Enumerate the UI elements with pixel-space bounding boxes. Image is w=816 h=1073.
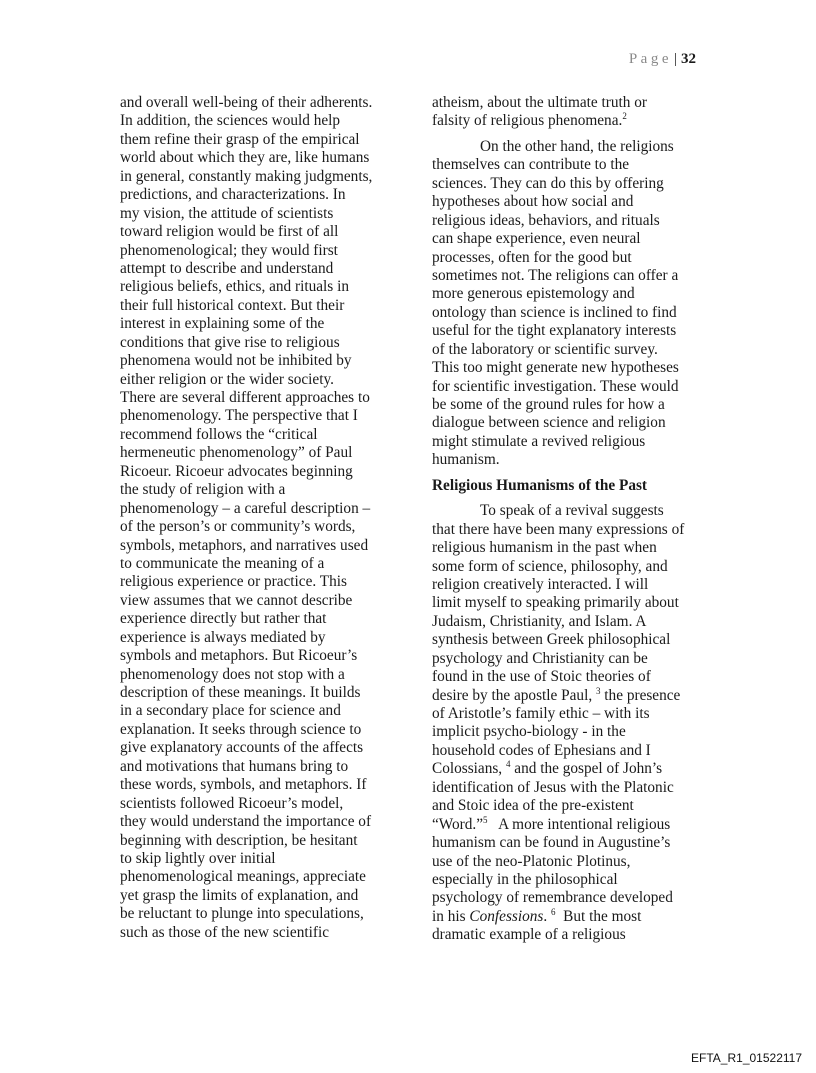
text-fragment: . — [543, 907, 552, 925]
text-line: humanism. — [432, 451, 500, 469]
book-title-confessions: Confessions — [469, 907, 544, 925]
text-line: phenomena would not be inhibited by — [120, 352, 352, 370]
text-line: Ricoeur. Ricoeur advocates beginning — [120, 462, 353, 480]
text-line: interest in explaining some of the — [120, 315, 325, 333]
text-line: Judaism, Christianity, and Islam. A — [432, 612, 647, 630]
paragraph-religious-humanisms — [432, 502, 722, 945]
footnote-ref-5[interactable]: 5 — [483, 814, 488, 825]
text-line: phenomenology does not stop with a — [120, 665, 345, 683]
text-line: they would understand the importance of — [120, 813, 372, 831]
text-line: There are several different approaches to — [120, 389, 370, 406]
text-line: humanism can be found in Augustine’s — [432, 834, 671, 852]
text-line: symbols and metaphors. But Ricoeur’s — [120, 647, 358, 665]
text-line: these words, symbols, and metaphors. If — [120, 776, 367, 794]
text-line: sometimes not. The religions can offer a — [432, 266, 679, 284]
text-line: religious beliefs, ethics, and rituals in — [120, 278, 349, 296]
text-line — [432, 908, 722, 926]
text-line: This too might generate new hypotheses — [432, 359, 679, 377]
text-line: them refine their grasp of the empirical — [120, 130, 360, 148]
text-line: of Aristotle’s family ethic – with its — [432, 705, 650, 722]
text-line: dramatic example of a religious — [432, 926, 626, 944]
text-line: such as those of the new scientific — [120, 923, 329, 941]
page-number: 32 — [681, 51, 696, 67]
text-fragment: But the most — [555, 907, 642, 925]
text-line: might stimulate a revived religious — [432, 432, 646, 450]
text-fragment: desire by the apostle Paul, — [432, 686, 596, 704]
text-line: for scientific investigation. These would — [432, 377, 679, 395]
text-fragment: A more intentional religious — [487, 815, 671, 833]
text-line: found in the use of Stoic theories of — [432, 668, 651, 686]
paragraph-continuation — [432, 94, 722, 131]
text-line: themselves can contribute to the — [432, 156, 630, 174]
text-line: synthesis between Greek philosophical — [432, 631, 671, 649]
text-line: my vision, the attitude of scientists — [120, 204, 334, 222]
text-line: phenomenology. The perspective that I — [120, 407, 358, 425]
text-line: that there have been many expressions of — [432, 520, 685, 538]
text-line: identification of Jesus with the Platonic — [432, 778, 674, 796]
footnote-ref-2[interactable]: 2 — [622, 111, 627, 122]
text-line: experience is always mediated by — [120, 628, 326, 646]
paragraph-religions-contribute — [432, 138, 722, 470]
text-fragment: “Word.” — [432, 815, 484, 833]
text-line: psychology and Christianity can be — [432, 649, 648, 667]
text-line: religion creatively interacted. I will — [432, 575, 649, 593]
text-line: conditions that give rise to religious — [120, 333, 340, 351]
page-header — [629, 51, 696, 67]
text-line: view assumes that we cannot describe — [120, 591, 353, 609]
text-line: and Stoic idea of the pre-existent — [432, 797, 634, 815]
text-line: sciences. They can do this by offering — [432, 174, 664, 192]
text-line: toward religion would be first of all — [120, 223, 339, 241]
text-line: use of the neo-Platonic Plotinus, — [432, 852, 631, 870]
text-line: symbols, metaphors, and narratives used — [120, 536, 369, 554]
text-fragment: falsity of religious phenomena. — [432, 112, 623, 130]
text-line: of the laboratory or scientific survey. — [432, 340, 658, 358]
text-line — [432, 112, 722, 130]
text-line: phenomenological meanings, appreciate — [120, 868, 366, 886]
text-line: useful for the tight explanatory interests — [432, 322, 677, 340]
text-line: explanation. It seeks through science to — [120, 720, 362, 738]
text-line: atheism, about the ultimate truth or — [432, 94, 647, 111]
text-line — [432, 687, 722, 705]
text-line: hypotheses about how social and — [432, 193, 634, 211]
text-line: phenomenology – a careful description – — [120, 499, 371, 517]
text-line: experience directly but rather that — [120, 610, 327, 628]
text-fragment: the presence — [600, 686, 681, 704]
text-line: world about which they are, like humans — [120, 149, 370, 167]
text-line: On the other hand, the religions — [480, 137, 674, 155]
page-separator: | — [673, 51, 677, 67]
text-line: either religion or the wider society. — [120, 370, 334, 388]
text-line: be some of the ground rules for how a — [432, 396, 665, 413]
text-fragment: and the gospel of John’s — [510, 760, 663, 778]
text-line: in general, constantly making judgments, — [120, 167, 373, 185]
text-line: of the person’s or community’s words, — [120, 518, 356, 536]
text-line: beginning with description, be hesitant — [120, 831, 358, 849]
footnote-ref-3[interactable]: 3 — [595, 685, 601, 696]
text-line: religious experience or practice. This — [120, 573, 347, 591]
text-line: phenomenological; they would first — [120, 241, 338, 259]
text-line: in a secondary place for science and — [120, 702, 341, 720]
text-line: scientists followed Ricoeur’s model, — [120, 794, 344, 812]
text-line: to communicate the meaning of a — [120, 554, 325, 572]
text-line: psychology of remembrance developed — [432, 889, 673, 907]
left-column — [120, 94, 410, 942]
text-line: can shape experience, even neural — [432, 230, 641, 248]
text-line — [432, 816, 722, 834]
right-column — [432, 94, 722, 945]
text-line: be reluctant to plunge into speculations, — [120, 905, 364, 923]
text-fragment: Colossians, — [432, 760, 506, 778]
text-line: predictions, and characterizations. In — [120, 186, 346, 204]
text-line: ontology than science is inclined to find — [432, 303, 677, 321]
text-line: religious ideas, behaviors, and rituals — [432, 211, 660, 229]
text-line: their full historical context. But their — [120, 296, 345, 314]
text-line: To speak of a revival suggests — [480, 502, 664, 520]
text-line: give explanatory accounts of the affects — [120, 739, 364, 757]
text-line: to skip lightly over initial — [120, 849, 276, 867]
text-line: processes, often for the good but — [432, 248, 632, 266]
text-line: some form of science, philosophy, and — [432, 557, 668, 575]
text-line: the study of religion with a — [120, 481, 286, 499]
text-line: more generous epistemology and — [432, 285, 635, 303]
text-line: In addition, the sciences would help — [120, 112, 341, 130]
section-heading: Religious Humanisms of the Past — [432, 476, 648, 494]
text-line — [432, 760, 722, 778]
page-label: Page — [628, 51, 672, 67]
text-line: household codes of Ephesians and I — [432, 741, 651, 759]
text-fragment: in his — [432, 907, 470, 925]
footnote-ref-4[interactable]: 4 — [505, 759, 511, 770]
text-line: limit myself to speaking primarily about — [432, 594, 679, 612]
text-line: attempt to describe and understand — [120, 259, 334, 277]
text-line: implicit psycho-biology - in the — [432, 723, 626, 741]
document-id: EFTA_R1_01522117 — [691, 1051, 802, 1065]
text-line: religious humanism in the past when — [432, 539, 657, 557]
footnote-ref-6[interactable]: 6 — [551, 906, 556, 917]
text-line: especially in the philosophical — [432, 870, 618, 888]
text-line: description of these meanings. It builds — [120, 684, 361, 701]
text-line: and motivations that humans bring to — [120, 757, 349, 775]
text-line: recommend follows the “critical — [120, 425, 318, 443]
text-line: dialogue between science and religion — [432, 414, 666, 432]
text-line: yet grasp the limits of explanation, and — [120, 886, 359, 904]
text-line: and overall well-being of their adherents. — [120, 94, 373, 111]
text-line: hermeneutic phenomenology” of Paul — [120, 444, 353, 462]
